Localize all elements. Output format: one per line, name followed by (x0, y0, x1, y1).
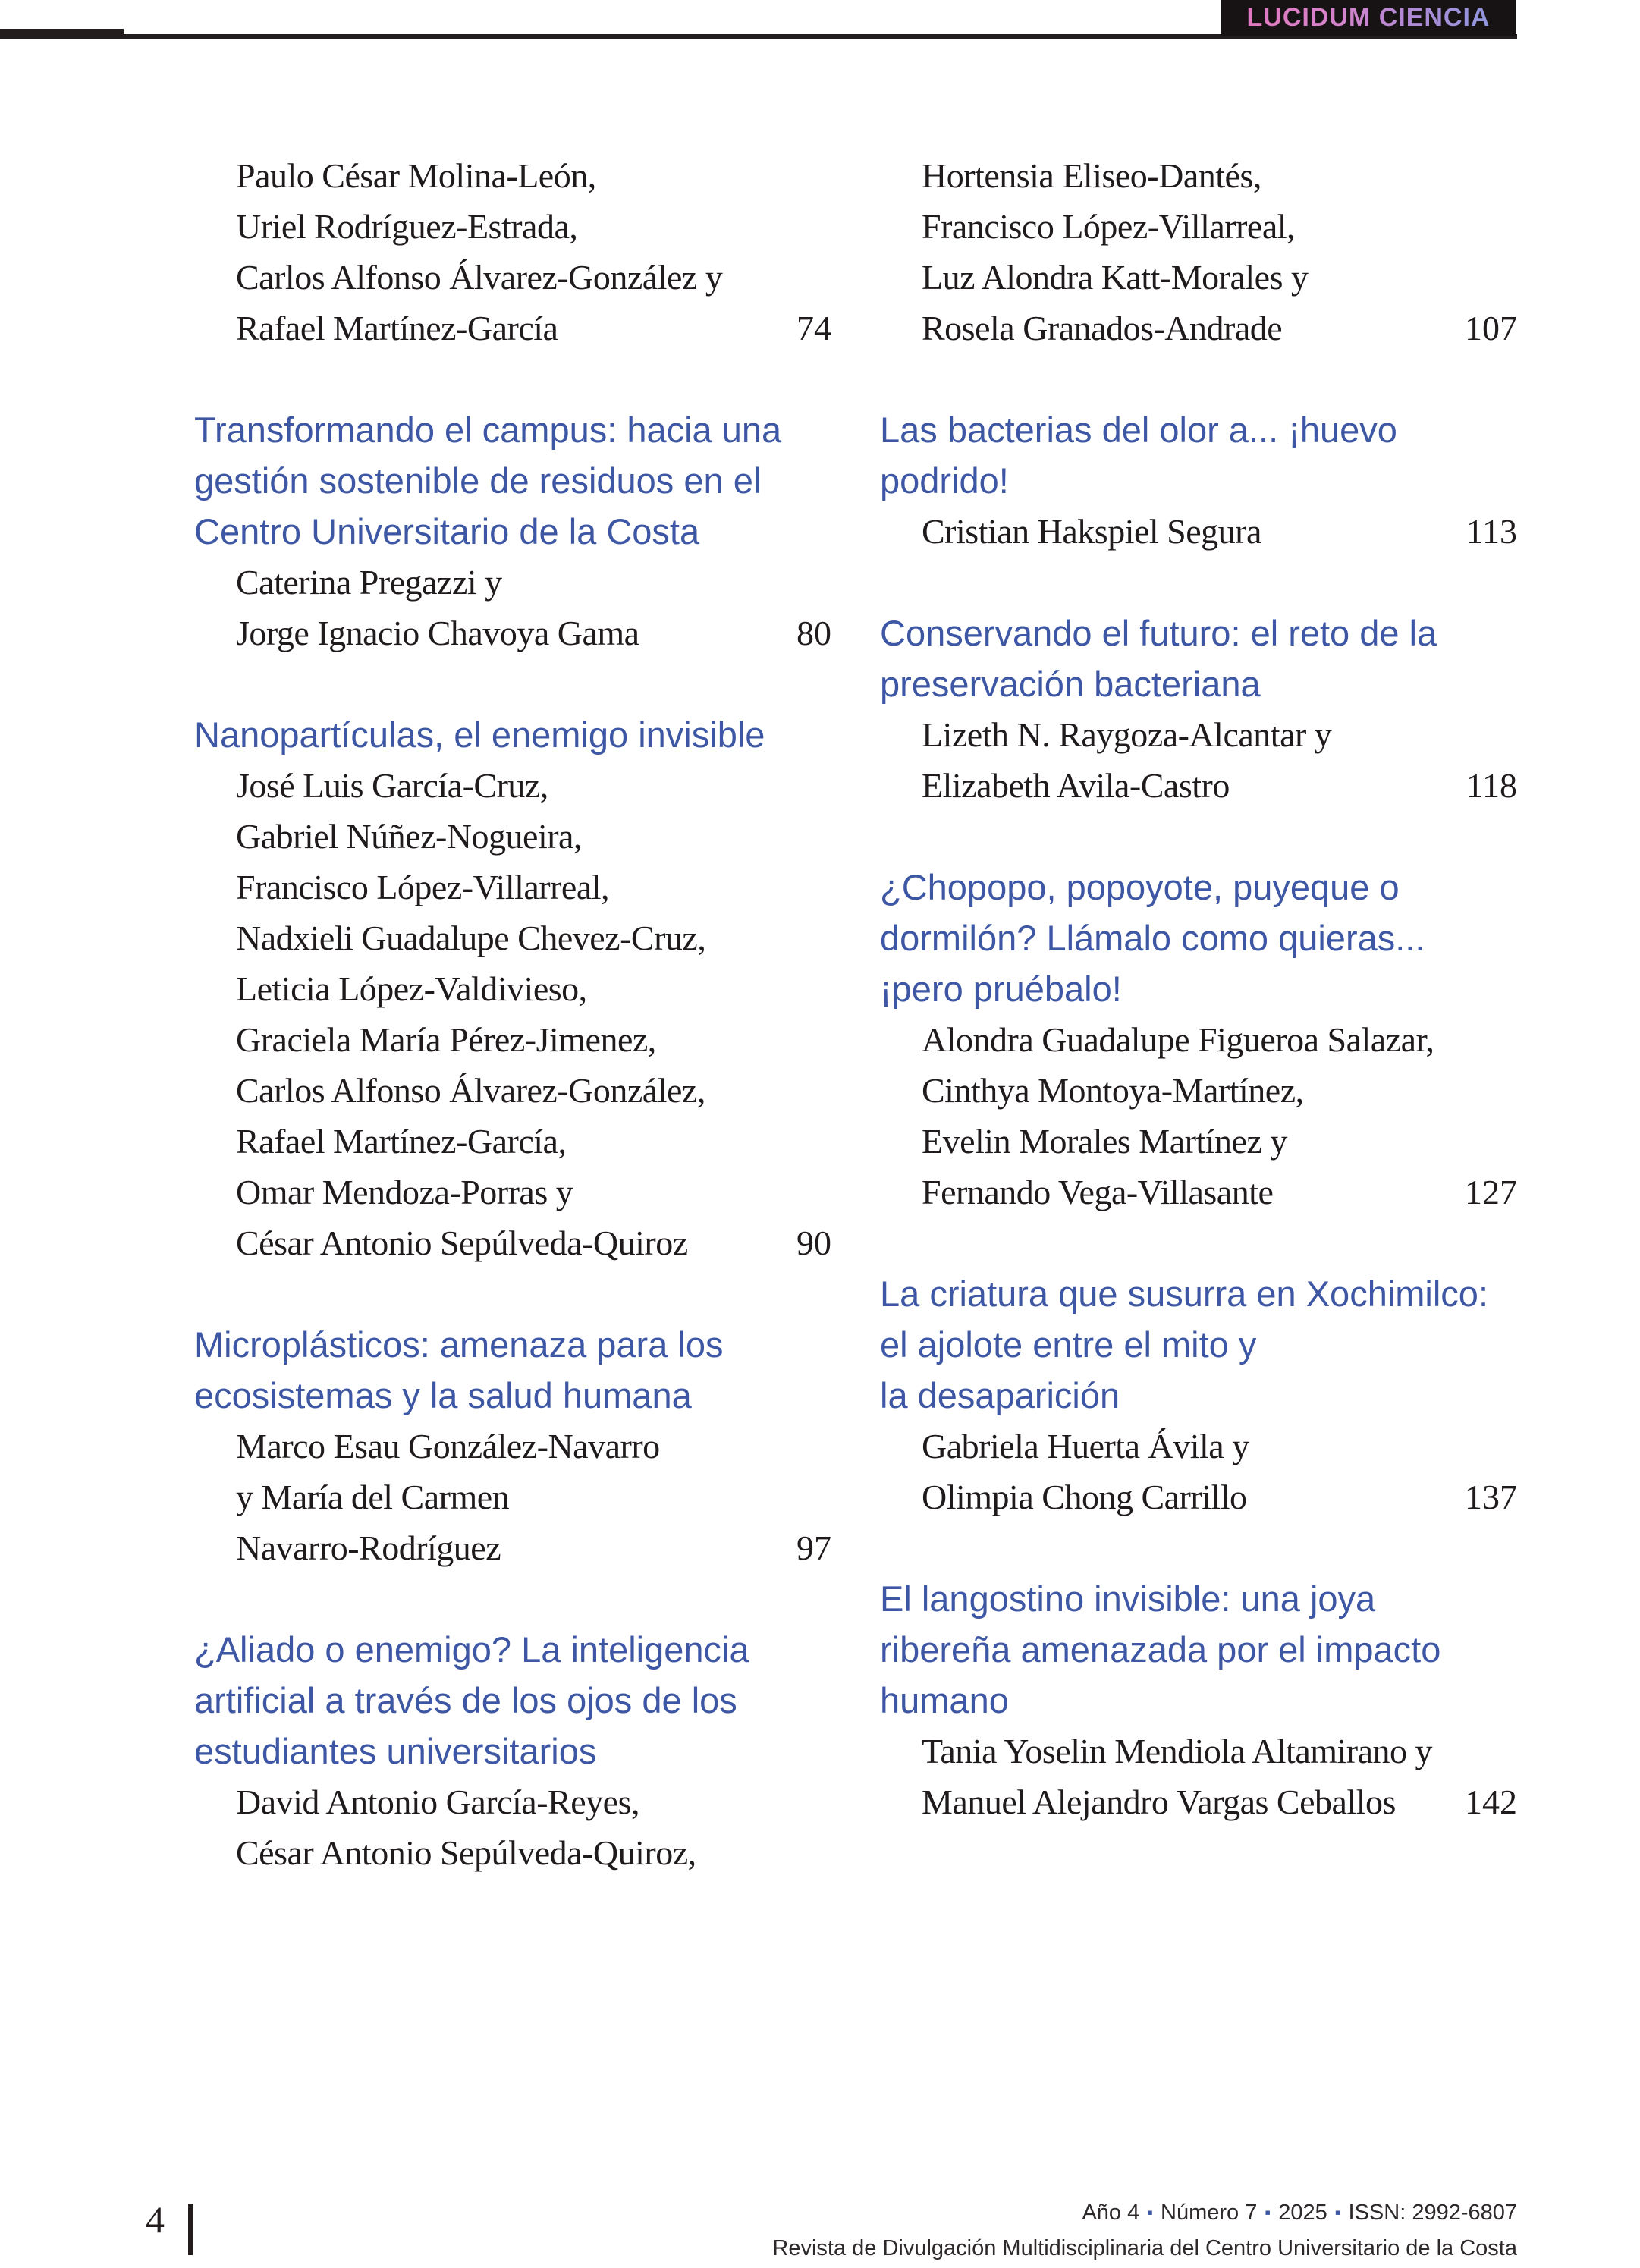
issue-meta-part: 2025 (1278, 2200, 1327, 2225)
author-line (194, 1167, 831, 1217)
brand-wordmark: LUCIDUM CIENCIA (1246, 3, 1491, 32)
toc-column-right (880, 150, 1517, 1827)
article-title-line: ecosistemas y la salud humana (194, 1375, 692, 1415)
author-line (880, 1065, 1517, 1116)
author-name: Marco Esau González-Navarro (236, 1427, 660, 1465)
author-name: Caterina Pregazzi y (236, 563, 502, 602)
author-name: Luz Alondra Katt-Morales y (922, 258, 1309, 297)
author-line (194, 1827, 831, 1878)
author-name: Lizeth N. Raygoza-Alcantar y (922, 715, 1332, 754)
author-line (880, 1776, 1517, 1827)
page-number: 137 (1465, 1478, 1517, 1516)
author-name: Navarro-Rodríguez (236, 1528, 501, 1567)
toc-entry (194, 150, 831, 353)
author-name: Alondra Guadalupe Figueroa Salazar, (922, 1020, 1434, 1059)
author-line (194, 1776, 831, 1827)
article-title-line: El langostino invisible: una joya (880, 1578, 1376, 1619)
author-name: Fernando Vega-Villasante (922, 1173, 1274, 1211)
folio-page-number: 4 (146, 2198, 165, 2241)
article-title-line: Centro Universitario de la Costa (194, 511, 700, 551)
article-title-line: ¡pero pruébalo! (880, 969, 1122, 1009)
article-title-line: la desaparición (880, 1375, 1120, 1415)
author-name: Francisco López-Villarreal, (236, 868, 610, 906)
author-name: Omar Mendoza-Porras y (236, 1173, 573, 1211)
page-number: 90 (796, 1224, 831, 1262)
author-name: Elizabeth Avila-Castro (922, 766, 1230, 805)
author-line (194, 201, 831, 252)
author-name: y María del Carmen (236, 1478, 510, 1516)
author-name: Gabriela Huerta Ávila y (922, 1427, 1249, 1465)
author-name: Manuel Alejandro Vargas Ceballos (922, 1783, 1396, 1821)
article-title-line: artificial a través de los ojos de los (194, 1680, 737, 1720)
toc-entry (880, 1268, 1517, 1522)
page-number: 142 (1465, 1783, 1517, 1821)
article-title-line: Conservando el futuro: el reto de la (880, 613, 1437, 653)
author-line (194, 557, 831, 608)
article-title-line: ¿Chopopo, popoyote, puyeque o (880, 867, 1400, 907)
page-number: 97 (796, 1528, 831, 1567)
toc-entry (880, 404, 1517, 557)
author-line (880, 201, 1517, 252)
brand-box (1221, 0, 1516, 36)
author-name: Olimpia Chong Carrillo (922, 1478, 1247, 1516)
issue-meta-part: ISSN: 2992-6807 (1348, 2200, 1517, 2225)
author-line (194, 760, 831, 811)
issue-meta-line (772, 2194, 1517, 2231)
author-name: Hortensia Eliseo-Dantés, (922, 156, 1261, 195)
author-line (880, 506, 1517, 557)
separator-square-icon: ▪ (1334, 2203, 1341, 2222)
author-name: Graciela María Pérez-Jimenez, (236, 1020, 656, 1059)
author-name: Rosela Granados-Andrade (922, 309, 1283, 347)
toc-entry (194, 1319, 831, 1573)
toc-column-left (194, 150, 831, 1878)
journal-title-line: Revista de Divulgación Multidisciplinaria del Centro Universitario de la Costa (772, 2236, 1517, 2260)
author-name: Francisco López-Villarreal, (922, 207, 1296, 246)
author-line (194, 1065, 831, 1116)
toc-entry (194, 709, 831, 1268)
page-number: 118 (1466, 766, 1517, 805)
author-line (194, 913, 831, 963)
author-line (194, 252, 831, 303)
toc-entry (194, 1624, 831, 1878)
page-number: 80 (796, 614, 831, 652)
article-title-line: gestión sostenible de residuos en el (194, 460, 762, 501)
article-title-line: preservación bacteriana (880, 664, 1261, 704)
author-line (194, 1522, 831, 1573)
article-title-line: Nanopartículas, el enemigo invisible (194, 715, 765, 755)
author-line (880, 1167, 1517, 1217)
article-title-line: el ajolote entre el mito y (880, 1324, 1257, 1365)
page-number: 74 (796, 309, 831, 347)
author-name: José Luis García-Cruz, (236, 766, 548, 805)
author-line (880, 1116, 1517, 1167)
author-name: Tania Yoselin Mendiola Altamirano y (922, 1732, 1433, 1770)
author-name: Gabriel Núñez-Nogueira, (236, 817, 582, 856)
article-title-line: Transformando el campus: hacia una (194, 410, 782, 450)
author-line (880, 150, 1517, 201)
author-line (880, 252, 1517, 303)
author-name: Nadxieli Guadalupe Chevez-Cruz, (236, 919, 706, 957)
page-number: 107 (1465, 309, 1517, 347)
toc-entry (880, 862, 1517, 1217)
toc-entry (880, 608, 1517, 811)
top-rule-accent (0, 29, 124, 39)
issue-meta-part: Número 7 (1161, 2200, 1258, 2225)
article-title-line: humano (880, 1680, 1009, 1720)
author-line (194, 1014, 831, 1065)
author-name: Carlos Alfonso Álvarez-González, (236, 1071, 705, 1110)
author-name: Rafael Martínez-García (236, 309, 558, 347)
author-line (880, 709, 1517, 760)
author-line (194, 150, 831, 201)
author-line (194, 1472, 831, 1522)
author-name: Cristian Hakspiel Segura (922, 512, 1261, 551)
author-line (194, 1421, 831, 1472)
author-line (880, 303, 1517, 353)
toc-entry (880, 1573, 1517, 1827)
author-name: Carlos Alfonso Álvarez-González y (236, 258, 723, 297)
article-title-line: Microplásticos: amenaza para los (194, 1324, 724, 1365)
author-line (194, 1116, 831, 1167)
author-line (194, 608, 831, 658)
author-name: David Antonio García-Reyes, (236, 1783, 639, 1821)
author-line (880, 1014, 1517, 1065)
author-line (194, 303, 831, 353)
author-line (880, 1726, 1517, 1776)
author-name: Cinthya Montoya-Martínez, (922, 1071, 1304, 1110)
author-name: Leticia López-Valdivieso, (236, 969, 587, 1008)
separator-square-icon: ▪ (1265, 2203, 1271, 2222)
article-title-line: La criatura que susurra en Xochimilco: (880, 1274, 1489, 1314)
page-number: 127 (1465, 1173, 1517, 1211)
page-number: 113 (1466, 512, 1517, 551)
author-name: César Antonio Sepúlveda-Quiroz (236, 1224, 688, 1262)
article-title-line: ribereña amenazada por el impacto (880, 1629, 1441, 1670)
author-name: Uriel Rodríguez-Estrada, (236, 207, 578, 246)
author-name: César Antonio Sepúlveda-Quiroz, (236, 1833, 696, 1872)
article-title-line: podrido! (880, 460, 1009, 501)
author-name: Evelin Morales Martínez y (922, 1122, 1287, 1161)
author-line (194, 862, 831, 913)
article-title-line: ¿Aliado o enemigo? La inteligencia (194, 1629, 749, 1670)
toc-entry (194, 404, 831, 658)
author-line (194, 811, 831, 862)
author-name: Jorge Ignacio Chavoya Gama (236, 614, 639, 652)
author-line (880, 1472, 1517, 1522)
article-title-line: estudiantes universitarios (194, 1731, 597, 1771)
author-line (194, 1217, 831, 1268)
author-line (194, 963, 831, 1014)
article-title-line: Las bacterias del olor a... ¡huevo (880, 410, 1397, 450)
author-name: Rafael Martínez-García, (236, 1122, 567, 1161)
issue-meta-part: Año 4 (1082, 2200, 1140, 2225)
footer-meta (772, 2194, 1517, 2266)
folio-divider-bar (188, 2204, 193, 2255)
author-line (880, 760, 1517, 811)
toc-entry (880, 150, 1517, 353)
article-title-line: dormilón? Llámalo como quieras... (880, 918, 1425, 958)
author-name: Paulo César Molina-León, (236, 156, 596, 195)
separator-square-icon: ▪ (1147, 2203, 1154, 2222)
author-line (880, 1421, 1517, 1472)
